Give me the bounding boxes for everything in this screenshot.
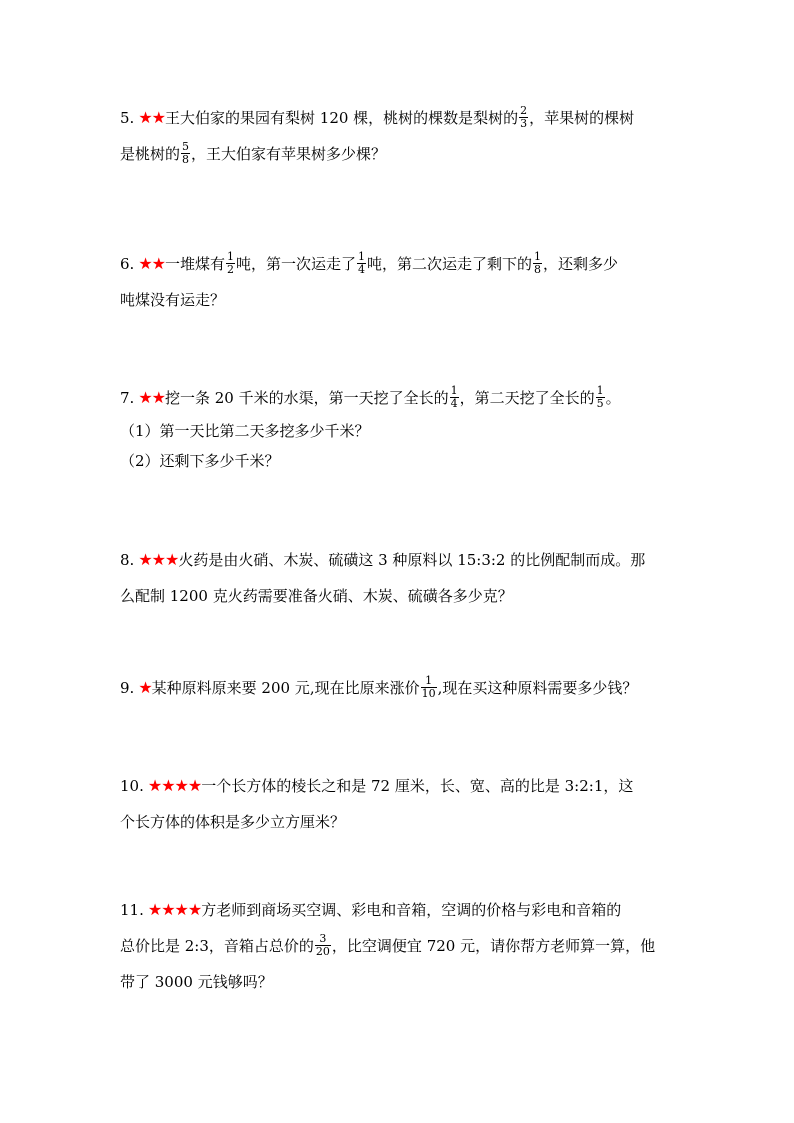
fraction bbox=[181, 141, 190, 166]
problem-text: ,现在买这种原料需要多少钱？ bbox=[437, 679, 638, 697]
problem-line bbox=[120, 100, 680, 136]
problem-line bbox=[120, 670, 680, 706]
problem-text: 某种原料原来要 200 元,现在比原来涨价 bbox=[151, 679, 420, 697]
difficulty-stars-icon: ★★ bbox=[138, 388, 165, 407]
problem-text: 带了 3000 元钱够吗？ bbox=[120, 973, 273, 991]
problem-text: 吨煤没有运走？ bbox=[120, 291, 226, 309]
problem-text: ，第二天挖了全长的 bbox=[459, 389, 595, 407]
fraction bbox=[533, 251, 542, 276]
difficulty-stars-icon: ★★ bbox=[138, 254, 165, 273]
fraction-numerator: 1 bbox=[358, 249, 366, 263]
fraction-denominator: 4 bbox=[450, 396, 458, 410]
problem-6 bbox=[120, 246, 680, 318]
problem-text: 。 bbox=[605, 389, 621, 407]
problem-line bbox=[120, 380, 680, 416]
fraction-numerator: 1 bbox=[596, 383, 604, 397]
fraction-numerator: 1 bbox=[227, 249, 235, 263]
fraction bbox=[421, 675, 437, 700]
problem-number: 7. bbox=[120, 389, 135, 407]
fraction bbox=[450, 385, 459, 410]
problem-text: 一个长方体的棱长之和是 72 厘米，长、宽、高的比是 3:2:1，这 bbox=[201, 777, 634, 795]
problem-text: 个长方体的体积是多少立方厘米？ bbox=[120, 813, 346, 831]
difficulty-stars-icon: ★ bbox=[138, 678, 152, 697]
fraction-denominator: 10 bbox=[421, 686, 436, 700]
problem-11 bbox=[120, 892, 680, 1000]
problem-7 bbox=[120, 380, 680, 476]
fraction bbox=[315, 933, 331, 958]
problem-text: 吨，第二次运走了剩下的 bbox=[367, 255, 533, 273]
problem-text: ，王大伯家有苹果树多少棵？ bbox=[191, 145, 387, 163]
problem-number: 9. bbox=[120, 679, 135, 697]
problem-text: 是桃树的 bbox=[120, 145, 181, 163]
sub-question: （2）还剩下多少千米？ bbox=[120, 452, 280, 470]
problem-line bbox=[120, 804, 680, 840]
problem-text: 挖一条 20 千米的水渠，第一天挖了全长的 bbox=[165, 389, 449, 407]
fraction bbox=[519, 105, 528, 130]
fraction-numerator: 5 bbox=[182, 139, 190, 153]
problem-number: 10. bbox=[120, 777, 144, 795]
problem-8 bbox=[120, 542, 680, 614]
problem-line bbox=[120, 928, 680, 964]
difficulty-stars-icon: ★★ bbox=[138, 108, 165, 127]
fraction-numerator: 3 bbox=[319, 931, 327, 945]
fraction-denominator: 20 bbox=[315, 944, 330, 958]
problem-text: ，苹果树的棵树 bbox=[529, 109, 635, 127]
problem-5 bbox=[120, 100, 680, 172]
problem-line bbox=[120, 768, 680, 804]
fraction-denominator: 3 bbox=[520, 116, 528, 130]
problem-text: ，比空调便宜 720 元，请你帮方老师算一算，他 bbox=[331, 937, 656, 955]
problem-line bbox=[120, 578, 680, 614]
fraction bbox=[357, 251, 366, 276]
problem-line bbox=[120, 892, 680, 928]
problem-text: 方老师到商场买空调、彩电和音箱，空调的价格与彩电和音箱的 bbox=[201, 901, 622, 919]
fraction-denominator: 8 bbox=[182, 152, 190, 166]
fraction-denominator: 8 bbox=[534, 262, 542, 276]
problem-10 bbox=[120, 768, 680, 840]
problem-text: 么配制 1200 克火药需要准备火硝、木炭、硫磺各多少克？ bbox=[120, 587, 513, 605]
problem-text: 总价比是 2:3，音箱占总价的 bbox=[120, 937, 314, 955]
difficulty-stars-icon: ★★★★ bbox=[147, 900, 202, 919]
problem-text: ，还剩多少 bbox=[543, 255, 619, 273]
fraction-denominator: 4 bbox=[358, 262, 366, 276]
sub-question: （1）第一天比第二天多挖多少千米？ bbox=[120, 422, 370, 440]
fraction-numerator: 1 bbox=[534, 249, 542, 263]
problem-text: 火药是由火硝、木炭、硫磺这 3 种原料以 15:3:2 的比例配制而成。那 bbox=[178, 551, 646, 569]
fraction-denominator: 2 bbox=[227, 262, 235, 276]
fraction-numerator: 2 bbox=[520, 103, 528, 117]
problem-number: 8. bbox=[120, 551, 135, 569]
fraction bbox=[226, 251, 235, 276]
problem-line bbox=[120, 964, 680, 1000]
problem-line bbox=[120, 542, 680, 578]
fraction bbox=[596, 385, 605, 410]
problem-number: 6. bbox=[120, 255, 135, 273]
fraction-denominator: 5 bbox=[596, 396, 604, 410]
problem-line bbox=[120, 246, 680, 282]
problem-line bbox=[120, 136, 680, 172]
fraction-numerator: 1 bbox=[425, 673, 433, 687]
problem-9 bbox=[120, 670, 680, 706]
problem-line bbox=[120, 282, 680, 318]
difficulty-stars-icon: ★★★ bbox=[138, 550, 179, 569]
problem-number: 11. bbox=[120, 901, 144, 919]
difficulty-stars-icon: ★★★★ bbox=[147, 776, 202, 795]
fraction-numerator: 1 bbox=[450, 383, 458, 397]
problem-number: 5. bbox=[120, 109, 135, 127]
problem-text: 一堆煤有 bbox=[165, 255, 226, 273]
problem-text: 王大伯家的果园有梨树 120 棵，桃树的棵数是梨树的 bbox=[165, 109, 519, 127]
problem-text: 吨，第一次运走了 bbox=[236, 255, 357, 273]
